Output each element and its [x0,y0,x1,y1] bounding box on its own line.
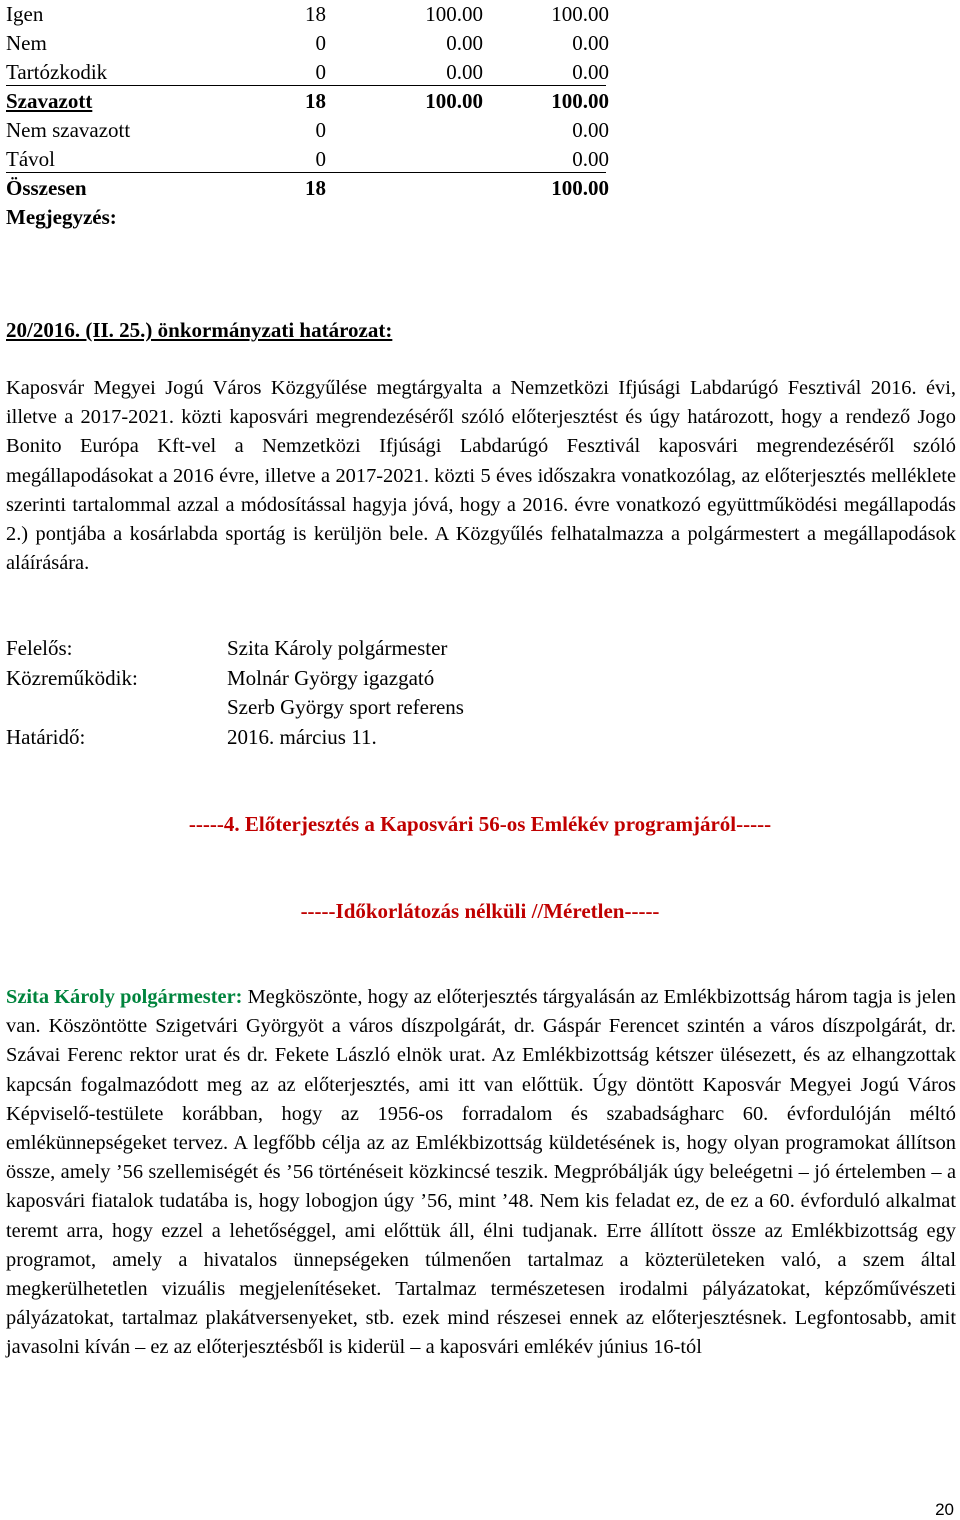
vote-label: Összesen [6,176,87,200]
vote-count: 18 [305,2,326,26]
vote-row-szavazott [6,87,609,116]
kozremukodik-value: Molnár György igazgató [227,665,435,690]
vote-row-igen [6,0,609,29]
vote-row-osszesen [6,174,609,203]
agenda-item-note: -----Időkorlátozás nélküli //Méretlen----- [300,899,660,923]
resolution-title: 20/2016. (II. 25.) önkormányzati határozat: [6,318,393,342]
vote-count: 0 [315,31,326,55]
vote-row-nem-szavazott [6,116,609,145]
vote-percent-voted: 0.00 [446,60,483,84]
vote-label: Szavazott [6,89,93,113]
vote-percent-total: 0.00 [572,118,609,142]
vote-note-row [6,203,606,232]
resolution-text: Kaposvár Megyei Jogú Város Közgyűlése megtárgyalta a Nemzetközi Ifjúsági Labdarúgó Fesztivál 2016. évi, illetve a 2017-2021. közti kaposvári megrendezéséről szóló előterjesztést és úgy határozott, hogy a rendező Jogo Bonito Európa Kft-vel a Nemzetközi Ifjúsági Labdarúgó Fesztivál kaposvári megrendezéséről szóló megállapodásokat a 2016 évre, illetve a 2017-2021. közti 5 éves időszakra vonatkozólag, az előterjesztés melléklete szerinti tartalommal azzal a módosítással hagyja jóvá, hogy a 2016. évre vonatkozó együttműködési megállapodás 2.) pontjába a kosárlabda sportág is kerüljön bele. A Közgyűlés felhatalmazza a polgármestert a megállapodások aláírására. [6,377,956,575]
vote-results-table [6,0,609,232]
vote-label: Nem szavazott [6,118,131,142]
vote-percent-total: 100.00 [551,176,609,200]
vote-percent-voted: 100.00 [425,89,483,113]
vote-row-tartozkodik [6,58,609,87]
vote-count: 0 [315,60,326,84]
vote-percent-total: 100.00 [551,2,609,26]
vote-note-label: Megjegyzés: [6,205,117,229]
kozremukodik-value: Szerb György sport referens [227,695,464,719]
vote-count: 0 [315,147,326,171]
vote-label: Nem [6,31,47,55]
vote-percent-voted: 0.00 [446,31,483,55]
vote-percent-total: 100.00 [551,89,609,113]
hatarido-label: Határidő: [6,724,86,749]
vote-percent-total: 0.00 [572,60,609,84]
speech-paragraph [6,983,956,1363]
speaker-name: Szita Károly polgármester: [6,986,243,1008]
hatarido-value: 2016. március 11. [227,724,377,749]
vote-count: 18 [305,89,326,113]
agenda-item-title: -----4. Előterjesztés a Kaposvári 56-os Emlékév programjáról----- [188,812,772,836]
page-number: 20 [935,1500,954,1519]
vote-label: Távol [6,147,55,171]
vote-count: 0 [315,118,326,142]
vote-row-tavol [6,145,609,174]
vote-percent-voted: 100.00 [425,2,483,26]
vote-percent-total: 0.00 [572,147,609,171]
vote-count: 18 [305,176,326,200]
vote-percent-total: 0.00 [572,31,609,55]
kozremukodik-label: Közreműködik: [6,665,138,690]
vote-label: Tartózkodik [6,60,108,84]
felelos-value: Szita Károly polgármester [227,636,448,660]
vote-label: Igen [6,2,44,26]
speech-text: Megköszönte, hogy az előterjesztés tárgyalásán az Emlékbizottság három tagja is jelen van. Köszöntötte Szigetvári Györgyöt a város díszpolgárát, dr. Gáspár Ferencet szintén a város díszpolgárát, dr. Szávai Ferenc rektor urat és dr. Fekete László elnök urat. Az Emlékbizottság kétszer ülésezett, és az elhangzottak kapcsán fogalmazódott meg az az előterjesztés, ami itt van előttük. Úgy döntött Kaposvár Megyei Jogú Város Képviselő-testülete korábban, hogy az 1956-os forradalom és szabadságharc 60. évfordulóján méltó emlékünnepségeket tervez. A legfőbb célja az az Emlékbizottság küldetésének is, hogy olyan programokat állítson össze, amely ’56 szellemiségét és ’56 történéseit közkincsé teszik. Megpróbálják úgy beleégetni – jó értelemben – a kaposvári fiatalok tudatába is, hogy lobogjon úgy ’56, mint ’48. Nem kis feladat ez, de ez a 60. évforduló alkalmat teremt arra, hogy ezzel a lehetőséggel, ami előttük áll, élni tudjanak. Erre állított össze az Emlékbizottság egy programot, amely a hivatalos ünnepségeken túlmenően tartalmaz a közterületeken való, a szem által megkerülhetetlen vizuális megjelenítéseket. Tartalmaz természetesen irodalmi pályázatokat, képzőművészeti pályázatokat, tartalmaz plakátversenyeket, stb. ezek mind részesei ennek az előterjesztésnek. Legfontosabb, amit javasolni kíván – ez az előterjesztésből is kiderül – a kaposvári emlékév június 16-tól [6,986,956,1359]
felelos-label: Felelős: [6,636,73,660]
vote-row-nem [6,29,609,58]
